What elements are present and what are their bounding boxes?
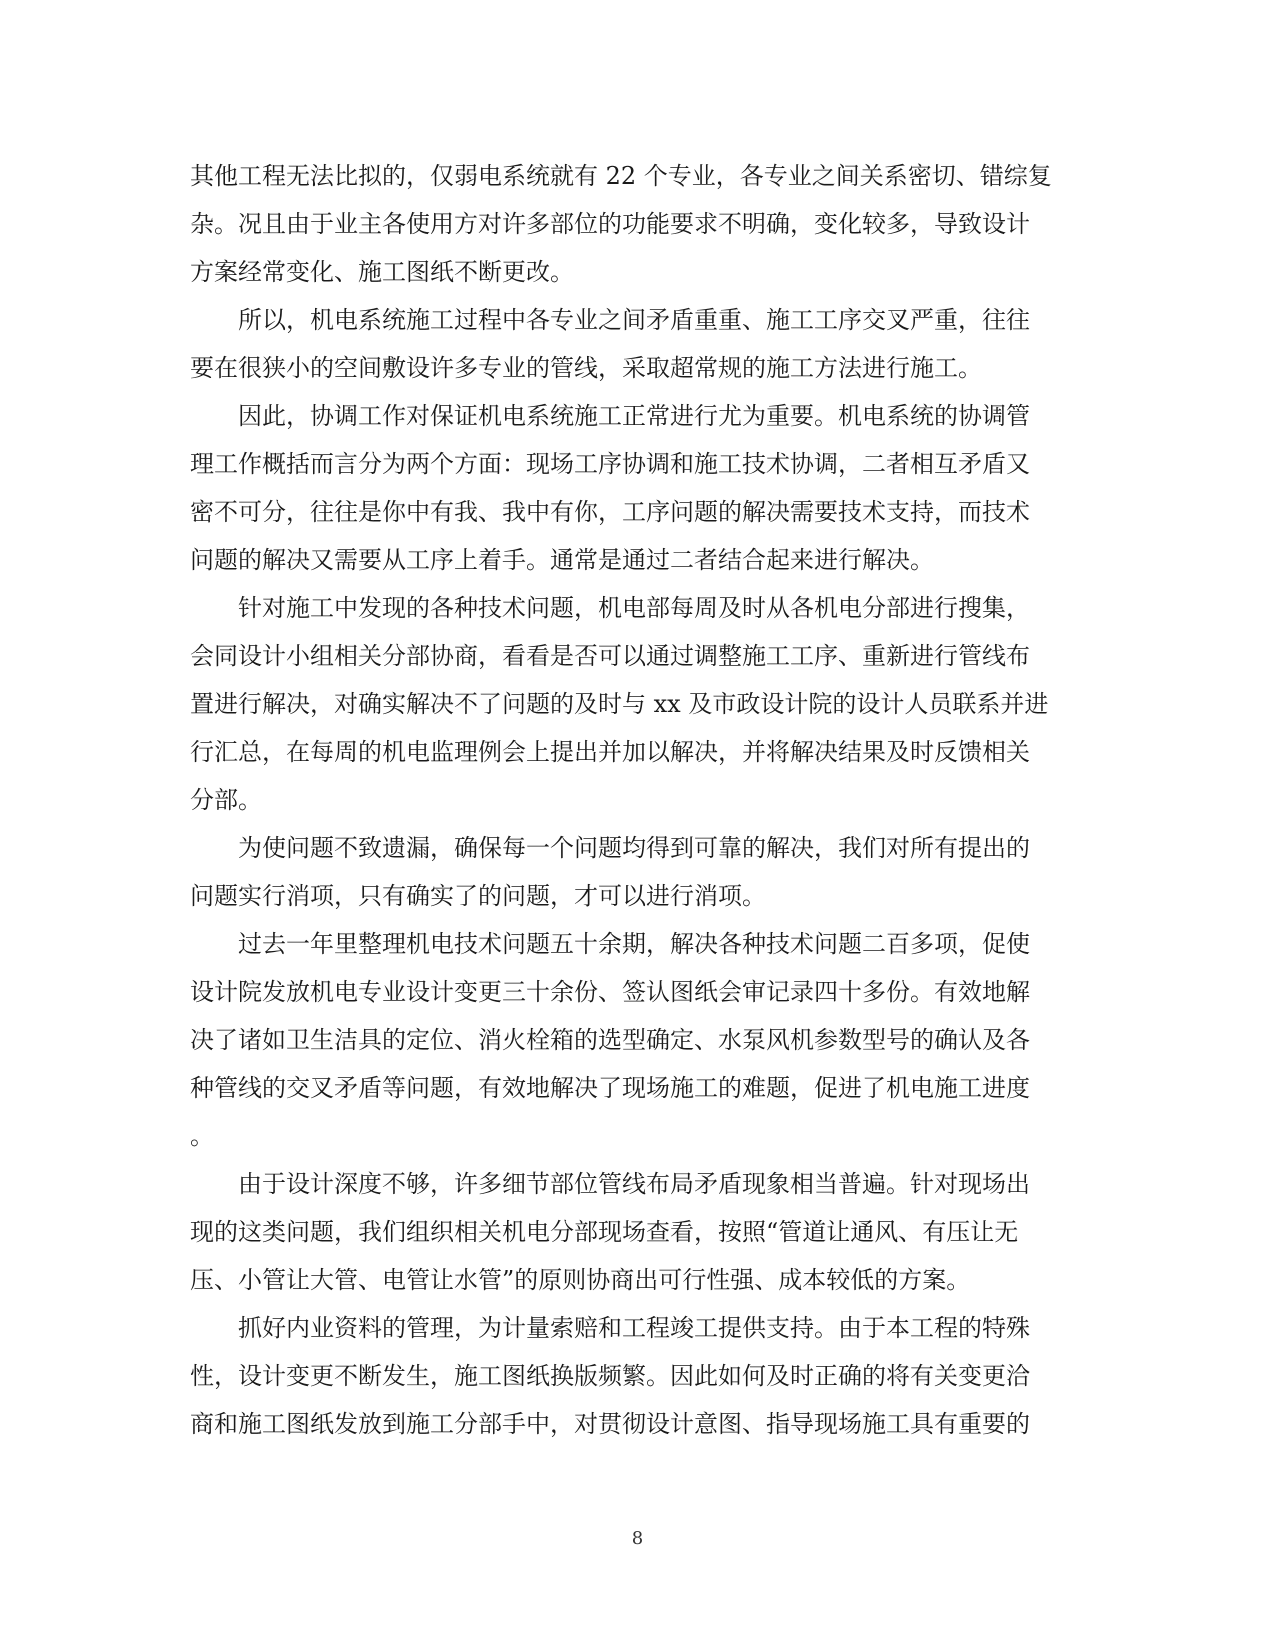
text-line: 。 — [190, 1122, 214, 1150]
text-line: 因此，协调工作对保证机电系统施工正常进行尤为重要。机电系统的协调管 — [238, 402, 1030, 430]
text-line: 种管线的交叉矛盾等问题，有效地解决了现场施工的难题，促进了机电施工进度 — [190, 1074, 1030, 1102]
text-line: 抓好内业资料的管理，为计量索赔和工程竣工提供支持。由于本工程的特殊 — [238, 1314, 1030, 1342]
text-line: 理工作概括而言分为两个方面：现场工序协调和施工技术协调，二者相互矛盾又 — [190, 450, 1030, 478]
text-line: 由于设计深度不够，许多细节部位管线布局矛盾现象相当普遍。针对现场出 — [238, 1170, 1030, 1198]
text-line: 其他工程无法比拟的，仅弱电系统就有 22 个专业，各专业之间关系密切、错综复 — [190, 162, 1052, 190]
document-body — [190, 152, 1075, 1448]
paragraph — [190, 824, 1075, 920]
text-line: 杂。况且由于业主各使用方对许多部位的功能要求不明确，变化较多，导致设计 — [190, 210, 1030, 238]
text-line: 行汇总，在每周的机电监理例会上提出并加以解决，并将解决结果及时反馈相关 — [190, 738, 1030, 766]
text-line: 会同设计小组相关分部协商，看看是否可以通过调整施工工序、重新进行管线布 — [190, 642, 1030, 670]
text-line: 决了诸如卫生洁具的定位、消火栓箱的选型确定、水泵风机参数型号的确认及各 — [190, 1026, 1030, 1054]
text-line: 过去一年里整理机电技术问题五十余期，解决各种技术问题二百多项，促使 — [238, 930, 1030, 958]
text-line: 为使问题不致遗漏，确保每一个问题均得到可靠的解决，我们对所有提出的 — [238, 834, 1030, 862]
text-line: 压、小管让大管、电管让水管”的原则协商出可行性强、成本较低的方案。 — [190, 1266, 971, 1294]
text-line: 性，设计变更不断发生，施工图纸换版频繁。因此如何及时正确的将有关变更洽 — [190, 1362, 1030, 1390]
paragraph — [190, 920, 1075, 1160]
paragraph — [190, 392, 1075, 584]
text-line: 所以，机电系统施工过程中各专业之间矛盾重重、施工工序交叉严重，往往 — [238, 306, 1030, 334]
text-line: 问题的解决又需要从工序上着手。通常是通过二者结合起来进行解决。 — [190, 546, 934, 574]
text-line: 要在很狭小的空间敷设许多专业的管线，采取超常规的施工方法进行施工。 — [190, 354, 982, 382]
text-line: 设计院发放机电专业设计变更三十余份、签认图纸会审记录四十多份。有效地解 — [190, 978, 1030, 1006]
paragraph — [190, 152, 1075, 296]
text-line: 分部。 — [190, 786, 262, 814]
page-number: 8 — [631, 1528, 644, 1549]
text-line: 问题实行消项，只有确实了的问题，才可以进行消项。 — [190, 882, 766, 910]
text-line: 现的这类问题，我们组织相关机电分部现场查看，按照“管道让通风、有压让无 — [190, 1218, 1019, 1246]
text-line: 针对施工中发现的各种技术问题，机电部每周及时从各机电分部进行搜集， — [238, 594, 1030, 622]
text-line: 密不可分，往往是你中有我、我中有你，工序问题的解决需要技术支持，而技术 — [190, 498, 1030, 526]
paragraph — [190, 1304, 1075, 1448]
text-line: 方案经常变化、施工图纸不断更改。 — [190, 258, 574, 286]
text-line: 置进行解决，对确实解决不了问题的及时与 xx 及市政设计院的设计人员联系并进 — [190, 690, 1049, 718]
text-line: 商和施工图纸发放到施工分部手中，对贯彻设计意图、指导现场施工具有重要的 — [190, 1410, 1030, 1438]
paragraph — [190, 1160, 1075, 1304]
paragraph — [190, 584, 1075, 824]
paragraph — [190, 296, 1075, 392]
